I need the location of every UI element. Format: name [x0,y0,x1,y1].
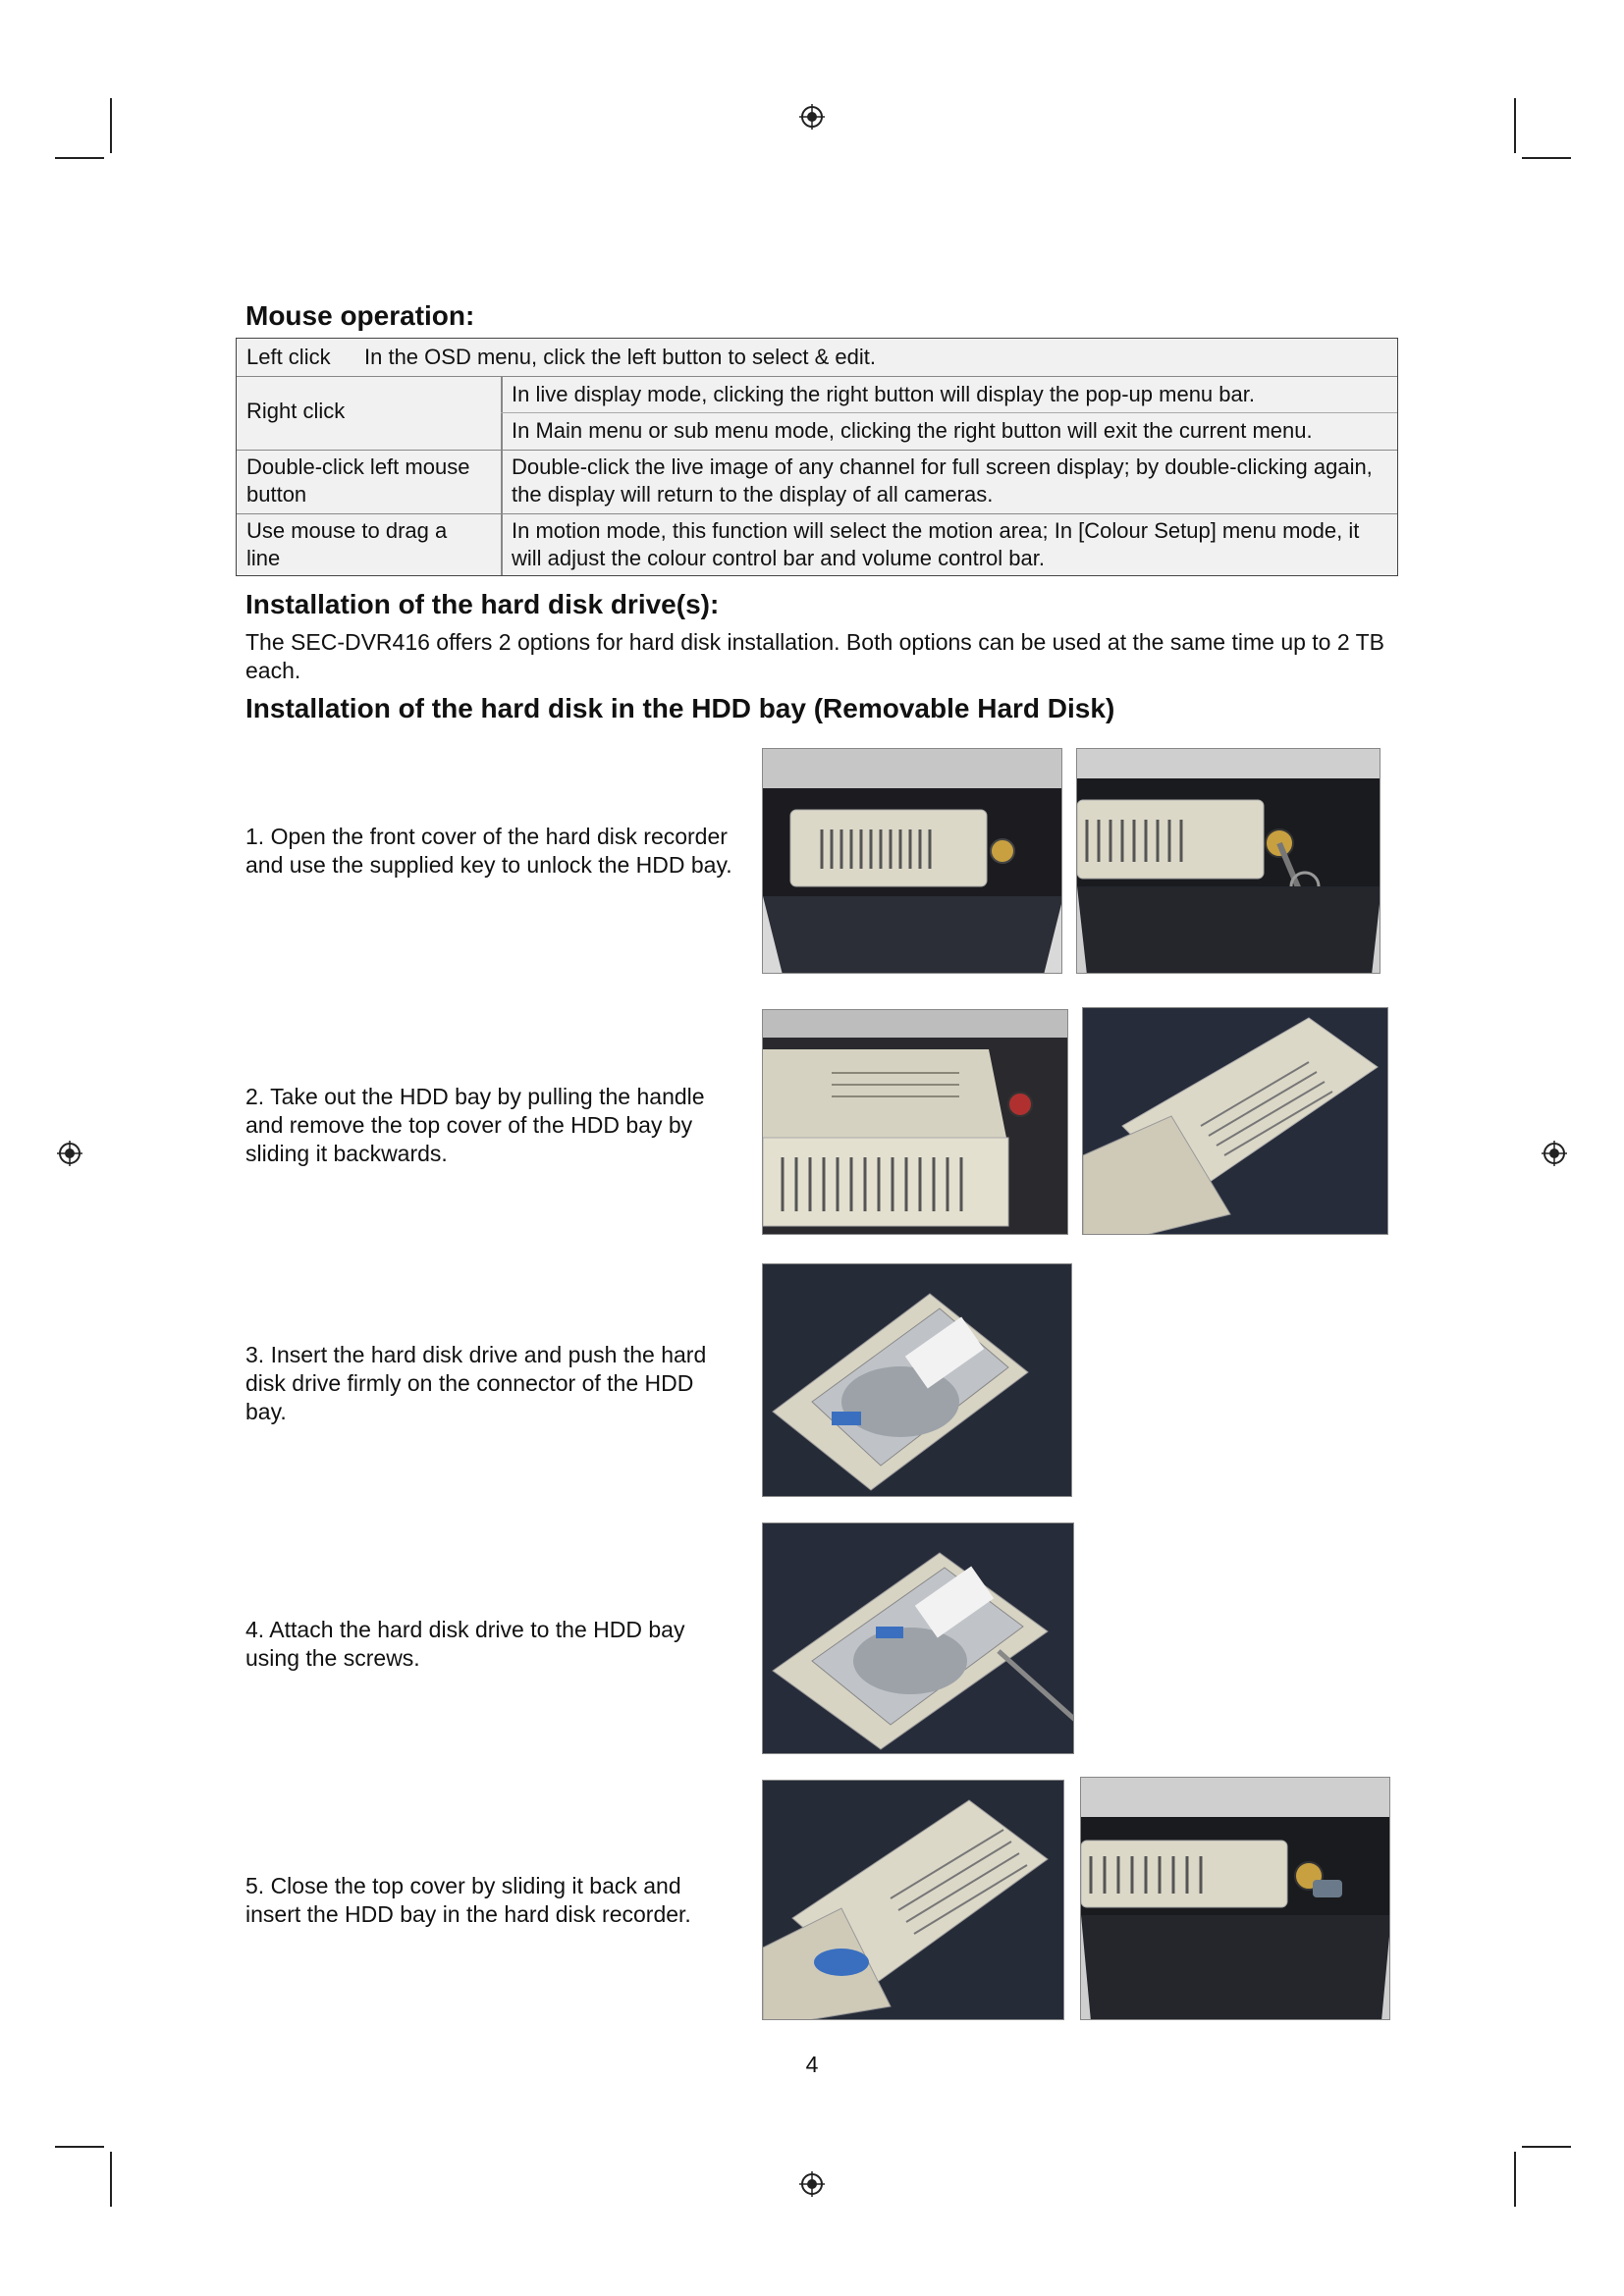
table-row [237,339,1397,377]
mouse-operation-heading: Mouse operation: [245,300,475,331]
description-cell: In live display mode, clicking the right button will display the pop-up menu bar. [512,382,1255,406]
step-4-text: 4. Attach the hard disk drive to the HDD bay using the screws. [245,1617,685,1671]
step-5-text: 5. Close the top cover by sliding it back and insert the HDD bay in the hard disk recorder. [245,1873,691,1927]
registration-mark-icon [1542,1141,1567,1166]
step-3-photo-insert-drive [762,1263,1072,1497]
step-1-photo-recorder-open [762,748,1062,974]
step-2-photo-remove-cover [1082,1007,1388,1235]
step-4-photo-screws [762,1522,1074,1754]
description-cell: Double-click the live image of any channel for full screen display; by double-clicking again, the display will return to the display of all cameras. [512,454,1373,507]
step-1-photo-key-unlock [1076,748,1380,974]
crop-mark [110,98,112,153]
description-cell: In Main menu or sub menu mode, clicking the right button will exit the current menu. [512,418,1313,443]
table-row [237,450,1397,514]
mouse-operation-table [236,338,1398,576]
page-number: 4 [805,2052,819,2077]
registration-mark-icon [799,2171,825,2197]
action-cell: Double-click left mouse button [246,454,470,507]
registration-mark-icon [57,1141,82,1166]
step-2-text: 2. Take out the HDD bay by pulling the handle and remove the top cover of the HDD bay by sliding it backwards. [245,1084,705,1166]
step-5-photo-close-cover [762,1780,1064,2020]
crop-mark [1514,2152,1516,2207]
installation-intro-text: The SEC-DVR416 offers 2 options for hard disk installation. Both options can be used at the same time up to 2 TB each. [245,629,1385,683]
crop-mark [110,2152,112,2207]
step-5-photo-insert-bay [1080,1777,1390,2020]
step-1-text: 1. Open the front cover of the hard disk recorder and use the supplied key to unlock the HDD bay. [245,824,732,878]
installation-heading: Installation of the hard disk drive(s): [245,589,720,619]
step-3-text: 3. Insert the hard disk drive and push the hard disk drive firmly on the connector of the HDD bay. [245,1342,707,1424]
step-2-photo-pull-bay [762,1009,1068,1235]
crop-mark [1522,157,1571,159]
table-row [237,513,1397,575]
crop-mark [55,2146,104,2148]
crop-mark [1514,98,1516,153]
crop-mark [1522,2146,1571,2148]
hdd-bay-heading: Installation of the hard disk in the HDD bay (Removable Hard Disk) [245,693,1115,723]
table-row [237,376,1397,451]
action-cell: Right click [246,399,346,423]
description-cell: In the OSD menu, click the left button to select & edit. [364,345,876,369]
action-cell: Use mouse to drag a line [246,518,448,570]
registration-mark-icon [799,104,825,130]
description-cell: In motion mode, this function will select the motion area; In [Colour Setup] menu mode, it will adjust the colour control bar and volume control bar. [512,518,1360,570]
action-cell: Left click [246,345,331,369]
crop-mark [55,157,104,159]
